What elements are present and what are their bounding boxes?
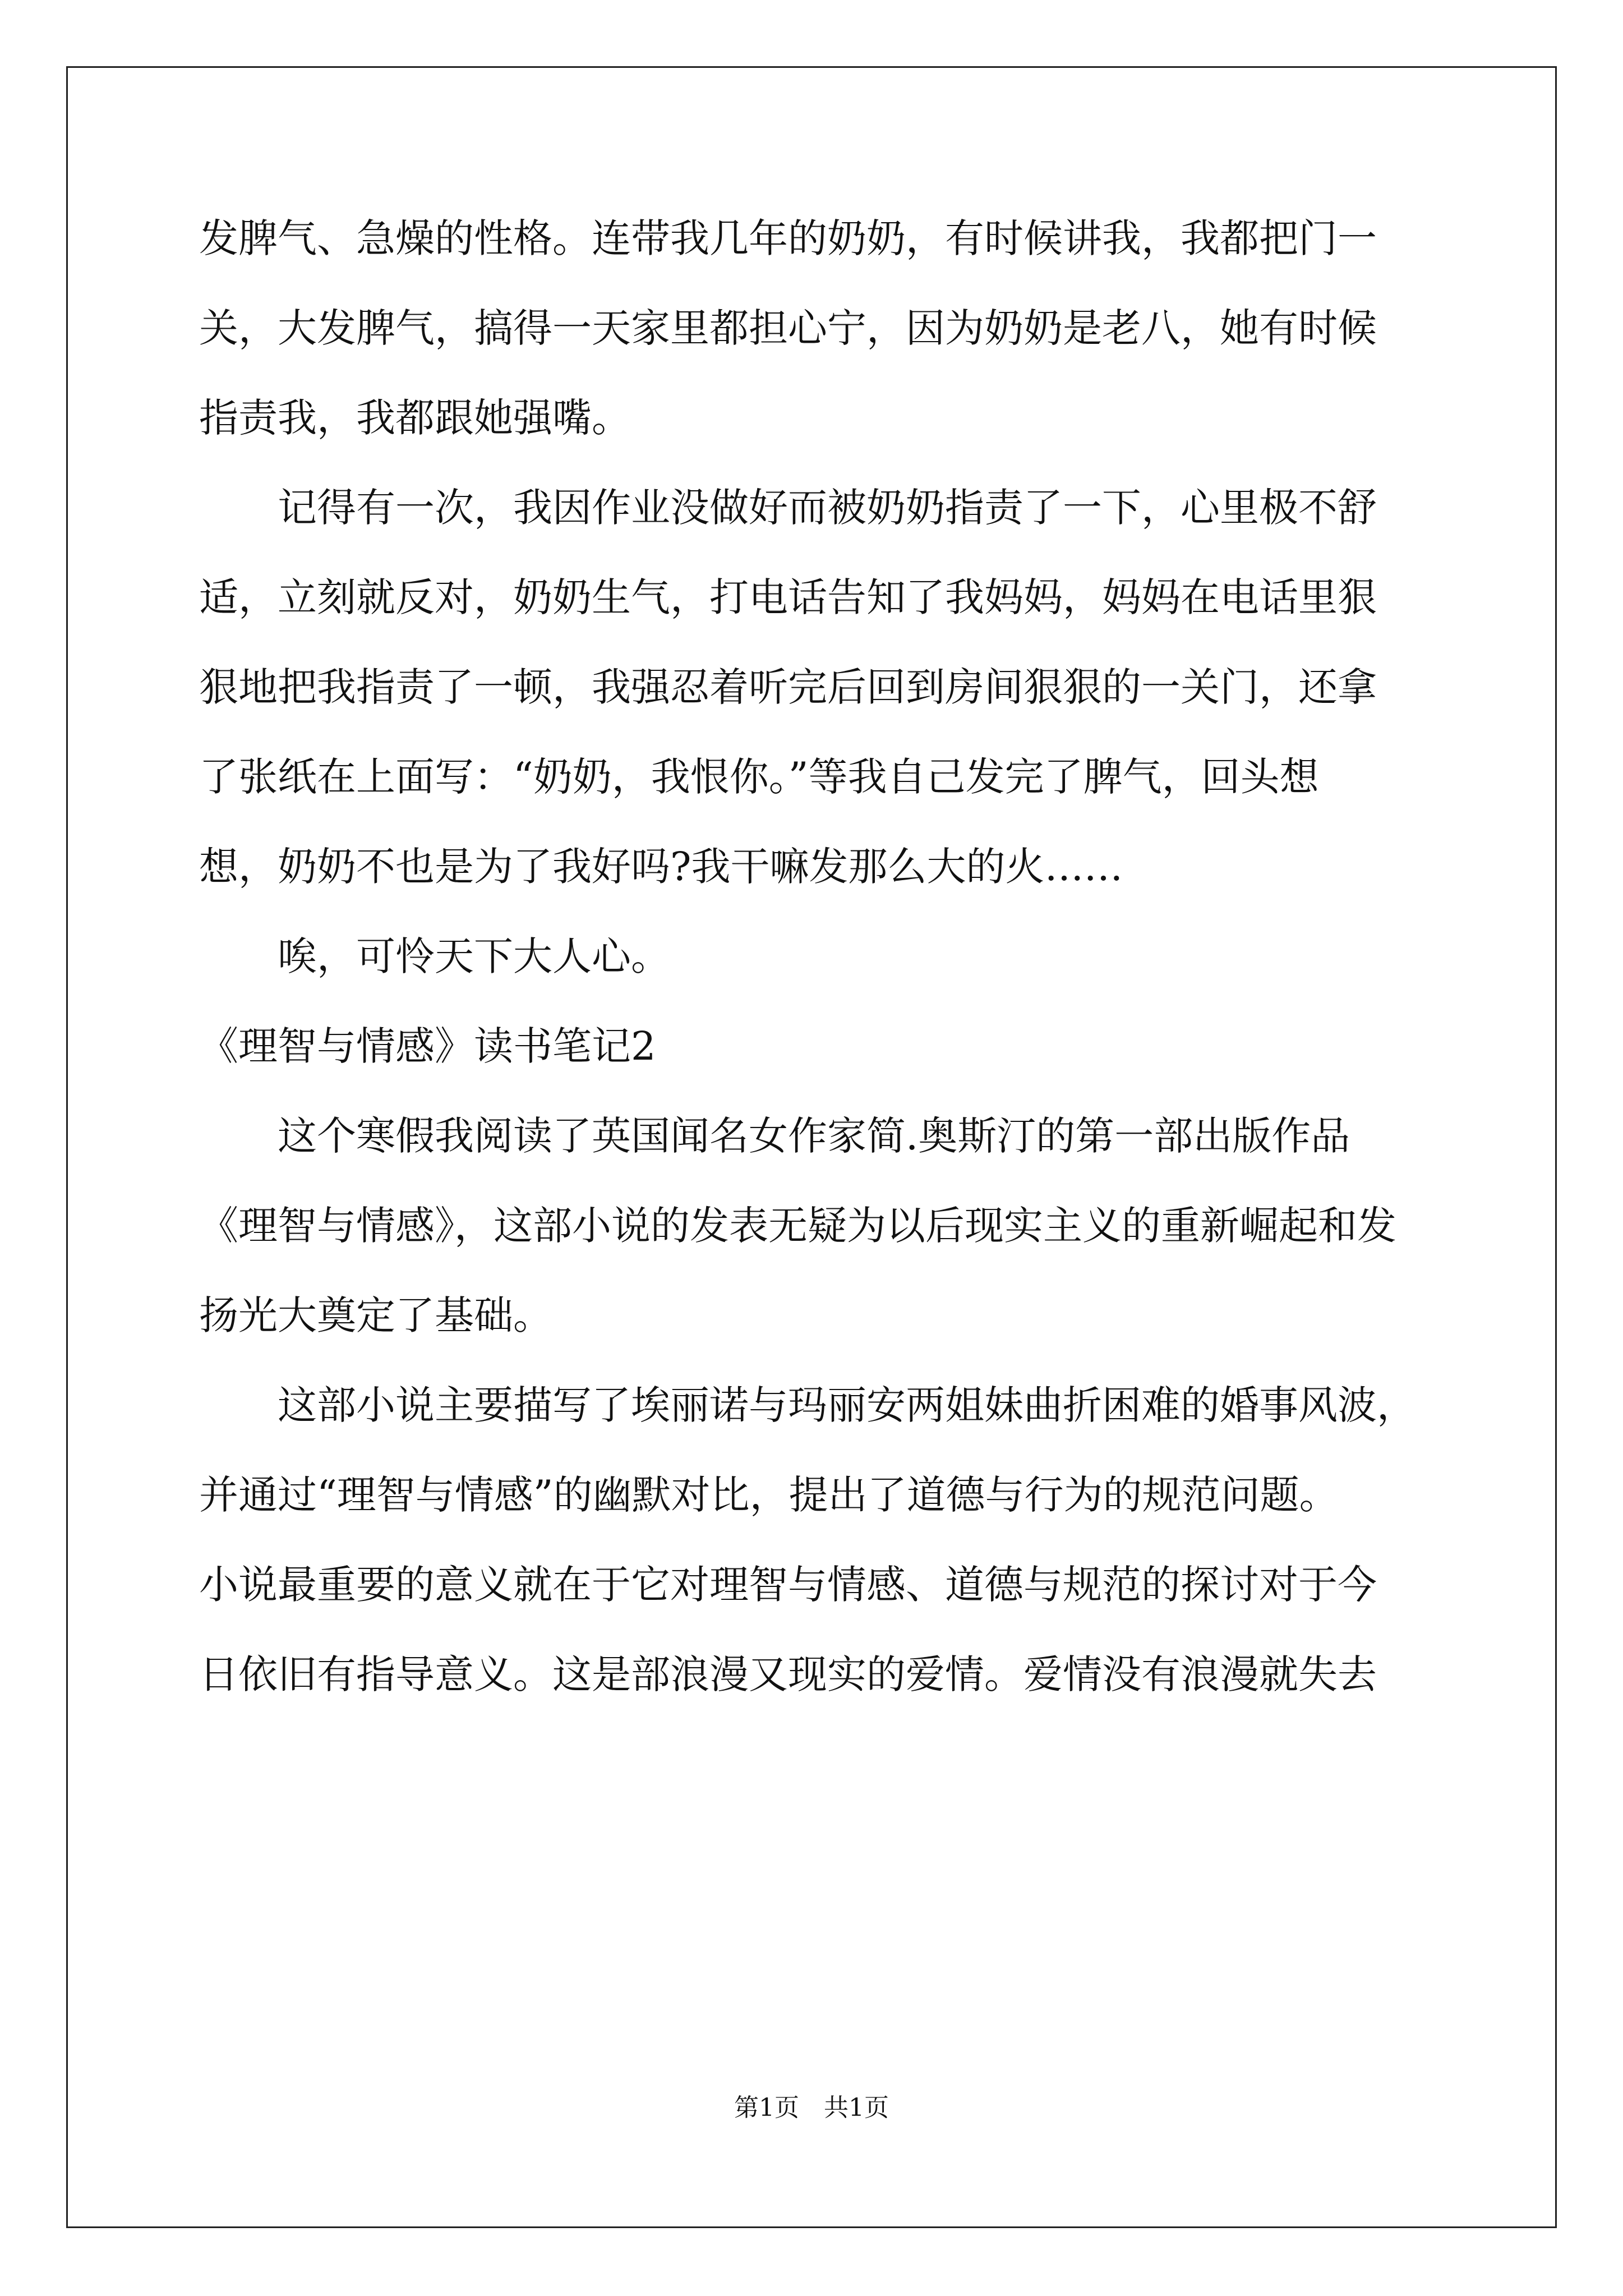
- text-line: 指责我，我都跟她强嘴。: [199, 395, 631, 441]
- section-heading: 《理智与情感》读书笔记2: [199, 1023, 656, 1069]
- text-line: 《理智与情感》，这部小说的发表无疑为以后现实主义的重新崛起和发: [199, 1203, 1396, 1249]
- text-line: 唉，可怜天下大人心。: [199, 933, 670, 979]
- text-line: 发脾气、急燥的性格。连带我几年的奶奶，有时候讲我，我都把门一: [199, 215, 1377, 261]
- text-line: 想，奶奶不也是为了我好吗?我干嘛发那么大的火……: [199, 844, 1123, 890]
- text-line: 狠地把我指责了一顿，我强忍着听完后回到房间狠狠的一关门，还拿: [199, 664, 1377, 710]
- text-line: 日依旧有指导意义。这是部浪漫又现实的爱情。爱情没有浪漫就失去: [199, 1651, 1377, 1697]
- text-line: 小说最重要的意义就在于它对理智与情感、道德与规范的探讨对于今: [199, 1562, 1377, 1608]
- text-line: 了张纸在上面写：“奶奶，我恨你。”等我自己发完了脾气，回头想: [199, 754, 1319, 800]
- text-line: 记得有一次，我因作业没做好而被奶奶指责了一下，心里极不舒: [199, 485, 1377, 531]
- text-line: 这个寒假我阅读了英国闻名女作家简.奥斯汀的第一部出版作品: [199, 1113, 1350, 1159]
- text-line: 关，大发脾气，搞得一天家里都担心宁，因为奶奶是老八，她有时候: [199, 305, 1377, 351]
- page-footer: 第1页 共1页: [734, 2093, 889, 2122]
- text-line: 适，立刻就反对，奶奶生气，打电话告知了我妈妈，妈妈在电话里狠: [199, 574, 1377, 620]
- text-line: 并通过“理智与情感”的幽默对比，提出了道德与行为的规范问题。: [199, 1472, 1339, 1518]
- text-line: 这部小说主要描写了埃丽诺与玛丽安两姐妹曲折困难的婚事风波，: [199, 1382, 1416, 1428]
- text-line: 扬光大奠定了基础。: [199, 1292, 552, 1338]
